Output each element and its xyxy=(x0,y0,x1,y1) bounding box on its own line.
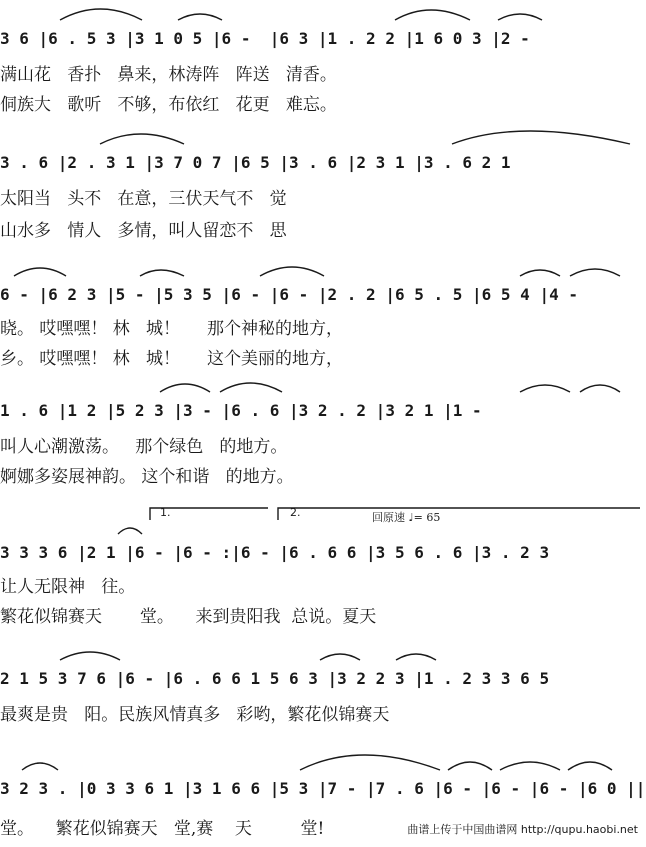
slur-row2-a xyxy=(100,134,184,144)
source-footer: 曲谱上传于中国曲谱网 http://qupu.haobi.net xyxy=(407,823,638,836)
notation-line-7: 3 2 3 . |0 3 3 6 1 |3 1 6 6 |5 3 |7 - |7 . 6 |6 - |6 - |6 - |6 0 || xyxy=(0,779,646,798)
slur-row1-d xyxy=(498,14,542,20)
slur-row7-d xyxy=(500,762,560,770)
slur-row7-b xyxy=(300,755,440,770)
lyric-line-4a: 叫人心潮激荡。 那个绿色 的地方。 xyxy=(0,437,288,457)
notation-line-4: 1 . 6 |1 2 |5 2 3 |3 - |6 . 6 |3 2 . 2 |3 2 1 |1 - xyxy=(0,401,482,420)
lyric-line-1a: 满山花 香扑 鼻来，林涛阵 阵送 清香。 xyxy=(0,65,337,85)
lyric-line-2b: 山水多 情人 多情，叫人留恋不 思 xyxy=(0,221,287,241)
slur-row3-a xyxy=(14,268,66,276)
lyric-line-5b: 繁花似锦赛天 堂。 来到贵阳我 总说。夏天 xyxy=(0,607,377,627)
slur-row3-c xyxy=(260,267,324,276)
volta-second-ending: 2. xyxy=(290,506,301,519)
slur-row6-c xyxy=(396,654,436,660)
lyric-line-3b: 乡。 哎嘿嘿！ 林 城！ 这个美丽的地方， xyxy=(0,349,344,369)
slur-row6-a xyxy=(60,652,120,660)
notation-line-6: 2 1 5 3 7 6 |6 - |6 . 6 6 1 5 6 3 |3 2 2 3 |1 . 2 3 3 6 5 xyxy=(0,669,550,688)
slur-row3-d xyxy=(520,270,560,276)
slur-row1-a xyxy=(60,9,142,20)
lyric-line-3a: 晓。 哎嘿嘿！ 林 城！ 那个神秘的地方， xyxy=(0,319,344,339)
lyric-line-2a: 太阳当 头不 在意，三伏天气不 觉 xyxy=(0,189,287,209)
notation-line-2: 3 . 6 |2 . 3 1 |3 7 0 7 |6 5 |3 . 6 |2 3 1 |3 . 6 2 1 xyxy=(0,153,511,172)
slur-row2-b xyxy=(452,131,630,144)
volta-first-ending: 1. xyxy=(160,506,171,519)
lyric-line-5a: 让人无限神 往。 xyxy=(0,577,136,597)
lyric-line-1b: 侗族大 歌听 不够，布依红 花更 难忘。 xyxy=(0,95,337,115)
slur-row4-c xyxy=(520,385,570,392)
tempo-marking: 回原速 ♩= 65 xyxy=(372,511,441,524)
slur-row6-b xyxy=(320,654,360,660)
slur-row1-c xyxy=(395,10,470,20)
slur-row4-d xyxy=(580,385,620,392)
slur-row4-b xyxy=(220,383,282,392)
slur-row3-b xyxy=(140,270,184,276)
slur-row7-a xyxy=(22,763,58,770)
slur-row1-b xyxy=(178,14,222,20)
lyric-line-6a: 最爽是贵 阳。民族风情真多 彩哟，繁花似锦赛天 xyxy=(0,705,390,725)
notation-line-5: 3 3 3 6 |2 1 |6 - |6 - :|6 - |6 . 6 6 |3 5 6 . 6 |3 . 2 3 xyxy=(0,543,550,562)
slur-row5-a xyxy=(118,528,142,534)
slur-row7-e xyxy=(568,762,612,770)
slur-row4-a xyxy=(160,384,210,392)
notation-line-1: 3 6 |6 . 5 3 |3 1 0 5 |6 - |6 3 |1 . 2 2 |1 6 0 3 |2 - xyxy=(0,29,530,48)
lyric-line-7a: 堂。 繁花似锦赛天 堂,赛 天 堂! xyxy=(0,819,325,839)
slur-row3-e xyxy=(570,269,620,276)
lyric-line-4b: 婀娜多姿展神韵。 这个和谐 的地方。 xyxy=(0,467,294,487)
notation-line-3: 6 - |6 2 3 |5 - |5 3 5 |6 - |6 - |2 . 2 |6 5 . 5 |6 5 4 |4 - xyxy=(0,285,578,304)
volta-bracket-2 xyxy=(278,508,640,520)
slur-row7-c xyxy=(448,762,492,770)
